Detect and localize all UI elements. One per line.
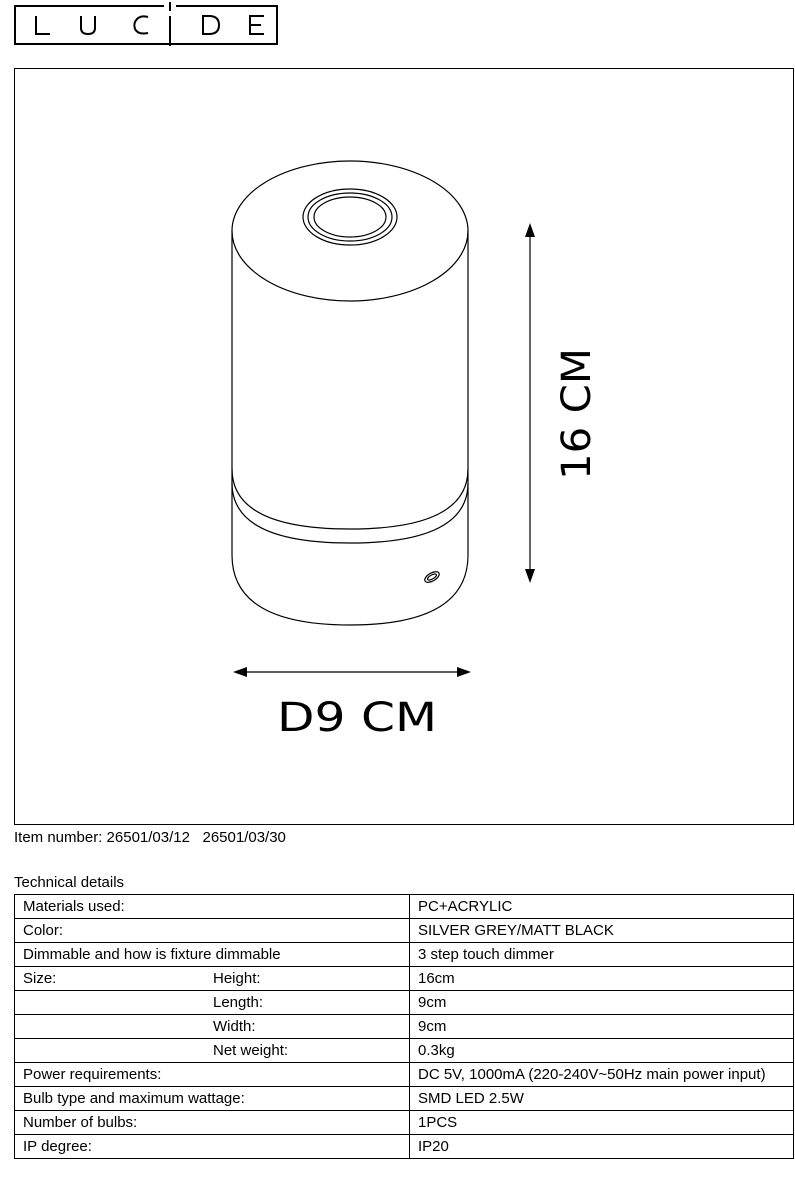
row-value: 16cm bbox=[410, 967, 794, 991]
row-value: 0.3kg bbox=[410, 1039, 794, 1063]
touch-sensor-icon bbox=[423, 570, 441, 585]
row-sublabel: Net weight: bbox=[213, 1042, 289, 1059]
technical-details-table bbox=[14, 894, 794, 1159]
table-row bbox=[15, 1015, 794, 1039]
row-value: PC+ACRYLIC bbox=[410, 895, 794, 919]
row-value: IP20 bbox=[410, 1135, 794, 1159]
row-label: Color: bbox=[15, 919, 410, 943]
row-value: 9cm bbox=[410, 1015, 794, 1039]
row-sublabel: Length: bbox=[213, 994, 264, 1011]
table-row bbox=[15, 943, 794, 967]
table-row bbox=[15, 1039, 794, 1063]
row-label bbox=[23, 1016, 213, 1037]
row-value: 9cm bbox=[410, 991, 794, 1015]
lamp-drawing bbox=[15, 69, 795, 826]
technical-details-title: Technical details bbox=[14, 874, 125, 891]
row-label: Number of bulbs: bbox=[15, 1111, 410, 1135]
lucide-logo-icon bbox=[14, 2, 278, 46]
row-label: Dimmable and how is fixture dimmable bbox=[15, 943, 410, 967]
table-row bbox=[15, 1063, 794, 1087]
row-label: Power requirements: bbox=[15, 1063, 410, 1087]
row-value: 3 step touch dimmer bbox=[410, 943, 794, 967]
table-row bbox=[15, 895, 794, 919]
table-row bbox=[15, 919, 794, 943]
item-number-label: Item number: bbox=[14, 829, 103, 846]
lamp-top-ellipse bbox=[232, 161, 468, 301]
row-label bbox=[23, 992, 213, 1013]
height-dimension-label: 16 CM bbox=[554, 353, 600, 480]
item-number-line bbox=[14, 829, 286, 846]
arrow-up-icon bbox=[525, 223, 535, 237]
row-label bbox=[23, 1040, 213, 1061]
table-row bbox=[15, 1111, 794, 1135]
table-row bbox=[15, 1087, 794, 1111]
table-row bbox=[15, 991, 794, 1015]
row-sublabel: Height: bbox=[213, 970, 261, 987]
row-sublabel: Width: bbox=[213, 1018, 256, 1035]
row-value: 1PCS bbox=[410, 1111, 794, 1135]
diameter-dimension-label: D9 CM bbox=[277, 695, 437, 741]
row-value: SILVER GREY/MATT BLACK bbox=[410, 919, 794, 943]
item-number-2: 26501/03/30 bbox=[202, 829, 286, 846]
arrow-right-icon bbox=[457, 667, 471, 677]
row-value: DC 5V, 1000mA (220-240V~50Hz main power input) bbox=[410, 1063, 794, 1087]
row-value: SMD LED 2.5W bbox=[410, 1087, 794, 1111]
arrow-down-icon bbox=[525, 569, 535, 583]
row-label: Size: bbox=[23, 970, 57, 987]
item-number-1: 26501/03/12 bbox=[106, 829, 190, 846]
product-drawing-frame bbox=[14, 68, 794, 825]
brand-logo bbox=[14, 2, 278, 46]
row-label: Bulb type and maximum wattage: bbox=[15, 1087, 410, 1111]
row-label: IP degree: bbox=[15, 1135, 410, 1159]
table-row bbox=[15, 1135, 794, 1159]
table-row bbox=[15, 967, 794, 991]
row-label: Materials used: bbox=[15, 895, 410, 919]
arrow-left-icon bbox=[233, 667, 247, 677]
